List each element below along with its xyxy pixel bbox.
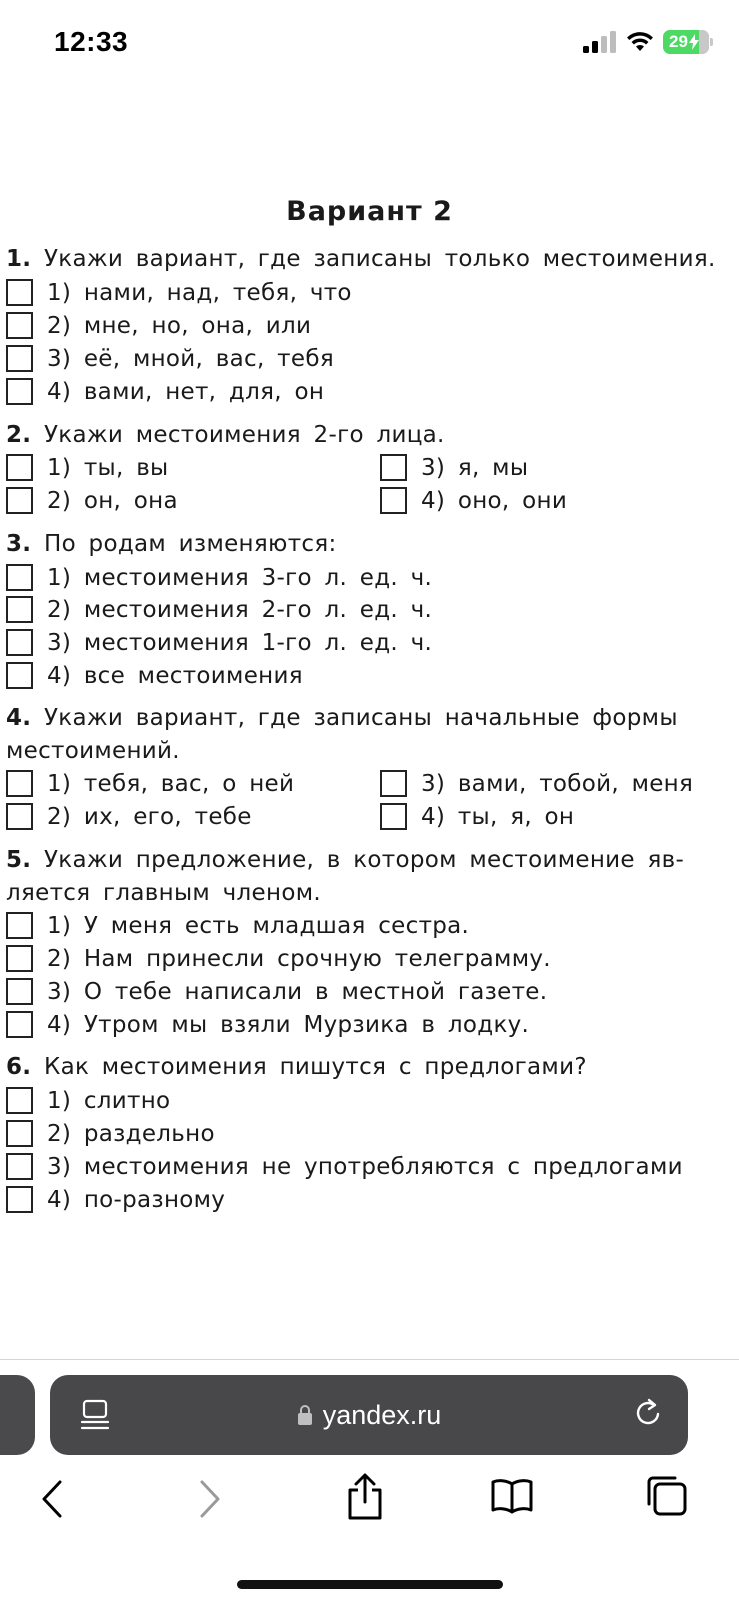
battery-level: 29	[669, 32, 688, 51]
answer-option[interactable]	[6, 312, 311, 339]
answer-option[interactable]	[6, 1120, 215, 1147]
answer-option[interactable]	[6, 629, 432, 656]
answer-label: 4) все местоимения	[47, 662, 303, 689]
answer-label: 1) тебя, вас, о ней	[47, 770, 295, 797]
answer-label: 2) мне, но, она, или	[47, 312, 312, 339]
answer-checkbox[interactable]	[6, 945, 33, 972]
answer-checkbox[interactable]	[6, 378, 33, 405]
answer-checkbox[interactable]	[6, 662, 33, 689]
answer-checkbox[interactable]	[6, 345, 33, 372]
lock-icon	[297, 1404, 313, 1426]
answer-option[interactable]	[6, 770, 294, 797]
answer-label: 2) их, его, тебе	[47, 803, 252, 830]
answer-checkbox[interactable]	[6, 629, 33, 656]
answer-label: 3) вами, тобой, меня	[421, 770, 694, 797]
answer-checkbox[interactable]	[6, 1153, 33, 1180]
answer-option[interactable]	[6, 1186, 225, 1213]
answer-label: 1) У меня есть младшая сестра.	[47, 912, 470, 939]
cellular-signal-icon	[583, 31, 617, 53]
answer-checkbox[interactable]	[380, 487, 407, 514]
answer-label: 1) местоимения 3-го л. ед. ч.	[47, 564, 433, 591]
answer-option[interactable]	[380, 770, 693, 797]
question-number: 1.	[6, 246, 32, 272]
answer-label: 4) ты, я, он	[421, 803, 575, 830]
answer-option[interactable]	[6, 378, 324, 405]
answer-checkbox[interactable]	[6, 1186, 33, 1213]
answer-option[interactable]	[6, 945, 551, 972]
browser-toolbar	[0, 1460, 739, 1540]
forward-icon[interactable]	[196, 1478, 224, 1520]
url-display[interactable]	[297, 1400, 442, 1431]
url-text: yandex.ru	[322, 1399, 442, 1430]
answer-option[interactable]	[380, 803, 574, 830]
answer-checkbox[interactable]	[6, 978, 33, 1005]
question-3	[6, 531, 337, 557]
answer-option[interactable]	[6, 596, 432, 623]
question-text: Укажи вариант, где записаны начальные формы	[43, 705, 678, 731]
question-6	[6, 1054, 587, 1080]
answer-label: 3) местоимения 1-го л. ед. ч.	[47, 629, 433, 656]
question-text: местоимений.	[6, 738, 180, 764]
previous-tab-preview[interactable]	[0, 1375, 35, 1455]
answer-label: 2) местоимения 2-го л. ед. ч.	[47, 596, 433, 623]
question-number: 5.	[6, 847, 32, 873]
answer-label: 2) раздельно	[47, 1120, 215, 1147]
question-1	[6, 246, 716, 272]
status-time: 12:33	[54, 26, 129, 57]
answer-label: 2) Нам принесли срочную телеграмму.	[47, 945, 551, 972]
answer-label: 3) её, мной, вас, тебя	[47, 345, 334, 372]
answer-option[interactable]	[6, 564, 432, 591]
answer-checkbox[interactable]	[6, 803, 33, 830]
answer-option[interactable]	[380, 487, 567, 514]
answer-option[interactable]	[6, 662, 303, 689]
answer-checkbox[interactable]	[6, 564, 33, 591]
answer-label: 4) по-разному	[47, 1186, 226, 1213]
answer-label: 1) слитно	[47, 1087, 171, 1114]
answer-label: 3) О тебе написали в местной газете.	[47, 978, 548, 1005]
tabs-overview-icon[interactable]	[645, 1474, 689, 1518]
answer-label: 3) я, мы	[421, 454, 529, 481]
worksheet-title: Вариант 2	[286, 196, 453, 227]
answer-checkbox[interactable]	[6, 596, 33, 623]
answer-option[interactable]	[6, 345, 334, 372]
question-text: ляется главным членом.	[6, 880, 321, 906]
share-icon[interactable]	[345, 1472, 385, 1522]
question-number: 2.	[6, 422, 32, 448]
answer-label: 4) вами, нет, для, он	[47, 378, 325, 405]
battery-icon	[663, 30, 709, 54]
answer-option[interactable]	[6, 1087, 170, 1114]
answer-checkbox[interactable]	[6, 487, 33, 514]
home-indicator	[237, 1580, 503, 1589]
charging-bolt-icon	[689, 34, 699, 50]
answer-checkbox[interactable]	[380, 803, 407, 830]
answer-checkbox[interactable]	[6, 912, 33, 939]
question-number: 6.	[6, 1054, 32, 1080]
status-bar	[0, 0, 739, 90]
answer-option[interactable]	[6, 1153, 683, 1180]
answer-option[interactable]	[6, 454, 169, 481]
answer-checkbox[interactable]	[6, 770, 33, 797]
answer-checkbox[interactable]	[380, 454, 407, 481]
question-text: Как местоимения пишутся с предлогами?	[43, 1054, 587, 1080]
reload-icon[interactable]	[634, 1397, 664, 1429]
answer-label: 1) ты, вы	[47, 454, 169, 481]
answer-option[interactable]	[6, 978, 547, 1005]
question-4	[6, 705, 678, 731]
answer-option[interactable]	[6, 912, 469, 939]
answer-checkbox[interactable]	[6, 312, 33, 339]
answer-option[interactable]	[6, 803, 252, 830]
question-5-continuation	[6, 880, 321, 906]
question-number: 4.	[6, 705, 32, 731]
question-text: Укажи местоимения 2-го лица.	[43, 422, 445, 448]
answer-label: 1) нами, над, тебя, что	[47, 279, 352, 306]
status-icons	[583, 30, 709, 54]
answer-label: 2) он, она	[47, 487, 178, 514]
question-4-continuation	[6, 738, 180, 764]
answer-label: 4) Утром мы взяли Мурзика в лодку.	[47, 1011, 530, 1038]
answer-checkbox[interactable]	[6, 1120, 33, 1147]
answer-checkbox[interactable]	[6, 454, 33, 481]
question-text: По родам изменяются:	[43, 531, 337, 557]
answer-checkbox[interactable]	[6, 1087, 33, 1114]
answer-option[interactable]	[6, 487, 178, 514]
answer-label: 3) местоимения не употребляются с предлогами	[47, 1153, 683, 1180]
bookmarks-icon[interactable]	[490, 1476, 534, 1516]
question-2	[6, 422, 445, 448]
back-icon[interactable]	[38, 1478, 66, 1520]
answer-option[interactable]	[380, 454, 528, 481]
question-text: Укажи предложение, в котором местоимение яв-	[43, 847, 685, 873]
wifi-icon	[625, 31, 655, 53]
answer-checkbox[interactable]	[380, 770, 407, 797]
question-text: Укажи вариант, где записаны только местоимения.	[43, 246, 716, 272]
address-bar[interactable]	[50, 1375, 688, 1455]
answer-label: 4) оно, они	[421, 487, 568, 514]
answer-checkbox[interactable]	[6, 279, 33, 306]
answer-checkbox[interactable]	[6, 1011, 33, 1038]
page-menu-icon[interactable]	[80, 1399, 110, 1431]
answer-option[interactable]	[6, 1011, 529, 1038]
question-number: 3.	[6, 531, 32, 557]
question-5	[6, 847, 684, 873]
answer-option[interactable]	[6, 279, 352, 306]
